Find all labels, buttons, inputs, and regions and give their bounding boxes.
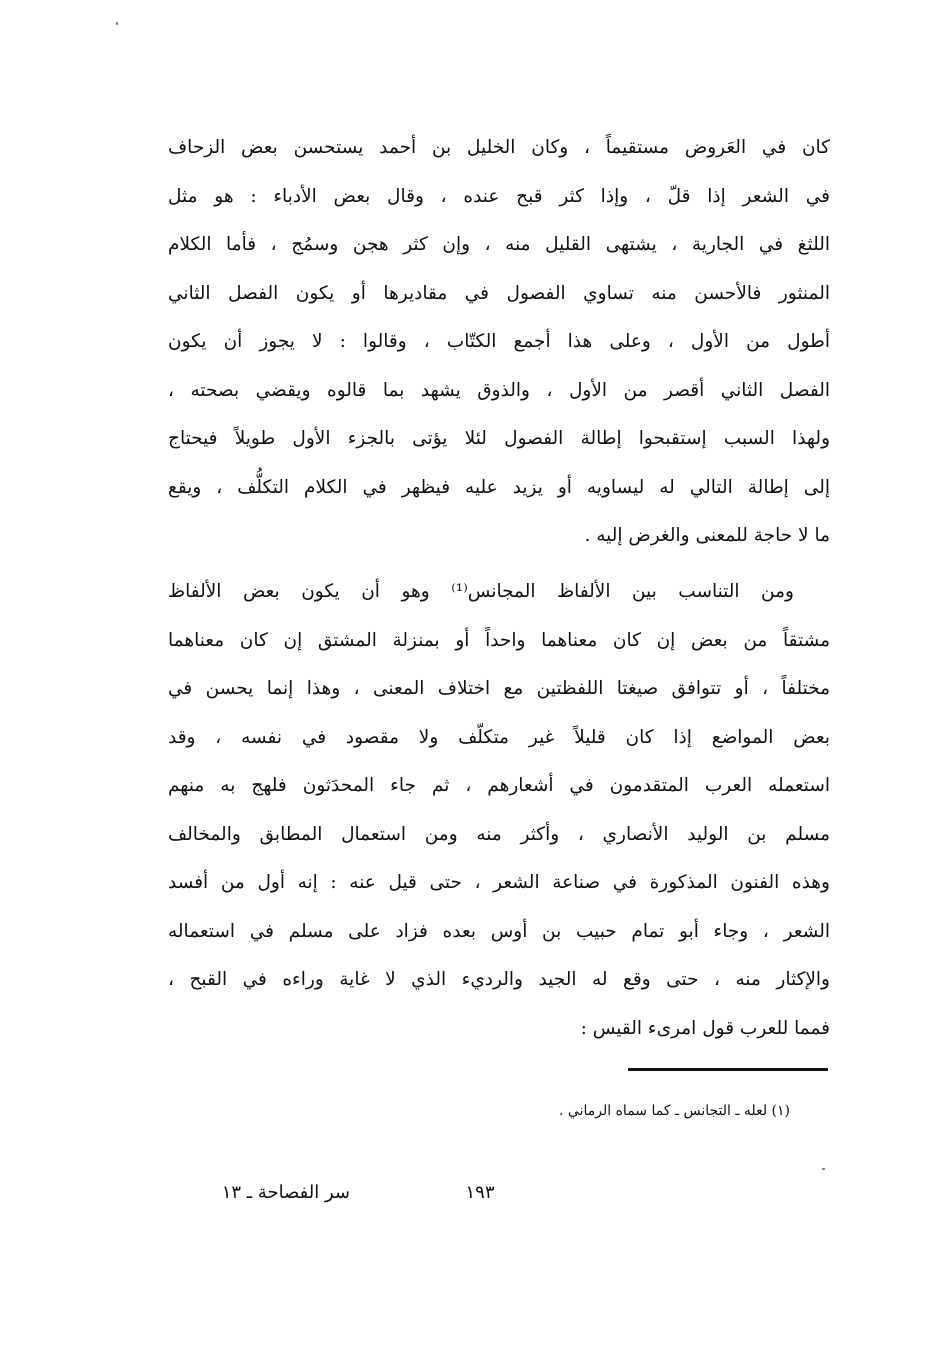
running-footer: سر الفصاحة ـ ١٣ (221, 1182, 350, 1203)
text-line: ومن التناسب بين الألفاظ المجانس⁽¹⁾ وهو أن يكون بعض الألفاظ (168, 581, 794, 602)
scan-speck (822, 1168, 825, 1170)
text-line: ولهذا السبب إستقبحوا إطالة الفصول لئلا يؤتى بالجزء الأول طويلاً فيحتاج (168, 428, 830, 449)
text-line: كان في العَروض مستقيماً ، وكان الخليل بن أحمد يستحسن بعض الزحاف (168, 137, 830, 158)
text-line: فمما للعرب قول امرىء القيس : (580, 1017, 830, 1039)
text-line: الشعر ، وجاء أبو تمام حبيب بن أوس بعده فزاد على مسلم في استعماله (168, 920, 830, 942)
text-line: ما لا حاجة للمعنى والغرض إليه . (584, 525, 830, 546)
text-line: والإكثار منه ، حتى وقع له الجيد والرديء الذي لا غاية وراءه في القبح ، (168, 969, 830, 990)
body-paragraph-1 (168, 124, 830, 561)
footnote-separator (628, 1068, 828, 1071)
text-line: المنثور فالأحسن منه تساوي الفصول في مقاديرها أو يكون الفصل الثاني (168, 282, 830, 304)
footnote: (١) لعله ـ التجانس ـ كما سماه الرماني . (559, 1103, 790, 1119)
scan-speck (116, 22, 118, 25)
text-line: مسلم بن الوليد الأنصاري ، وأكثر منه ومن استعمال المطابق والمخالف (168, 823, 830, 845)
text-line: في الشعر إذا قلّ ، وإذا كثر قبح عنده ، وقال بعض الأدباء : هو مثل (168, 185, 830, 207)
text-line: بعض المواضع إذا كان قليلاً غير متكلّف ولا مقصود في نفسه ، وقد (168, 726, 830, 748)
text-line: أطول من الأول ، وعلى هذا أجمع الكتّاب ، وقالوا : لا يجوز أن يكون (168, 331, 830, 352)
page-number: ١٩٣ (465, 1182, 495, 1203)
text-line: مشتقاً من بعض إن كان معناهما واحداً أو بمنزلة المشتق إن كان معناهما (168, 629, 830, 651)
text-line: مختلفاً ، أو تتوافق صيغتا اللفظتين مع اختلاف المعنى ، وهذا إنما يحسن في (168, 678, 830, 699)
text-line: اللثغ في الجارية ، يشتهى القليل منه ، وإن كثر هجن وسمُج ، فأما الكلام (168, 234, 830, 255)
text-line: استعمله العرب المتقدمون في أشعارهم ، ثم جاء المحدَثون فلهج به منهم (168, 775, 830, 796)
text-line: الفصل الثاني أقصر من الأول ، والذوق يشهد بما قالوه ويقضي بصحته ، (168, 379, 830, 401)
text-line: إلى إطالة التالي له ليساويه أو يزيد عليه فيظهر في الكلام التكلُّف ، ويقع (168, 476, 830, 498)
body-paragraph-2 (168, 568, 830, 1053)
text-line: وهذه الفنون المذكورة في صناعة الشعر ، حتى قيل عنه : إنه أول من أفسد (168, 872, 830, 893)
